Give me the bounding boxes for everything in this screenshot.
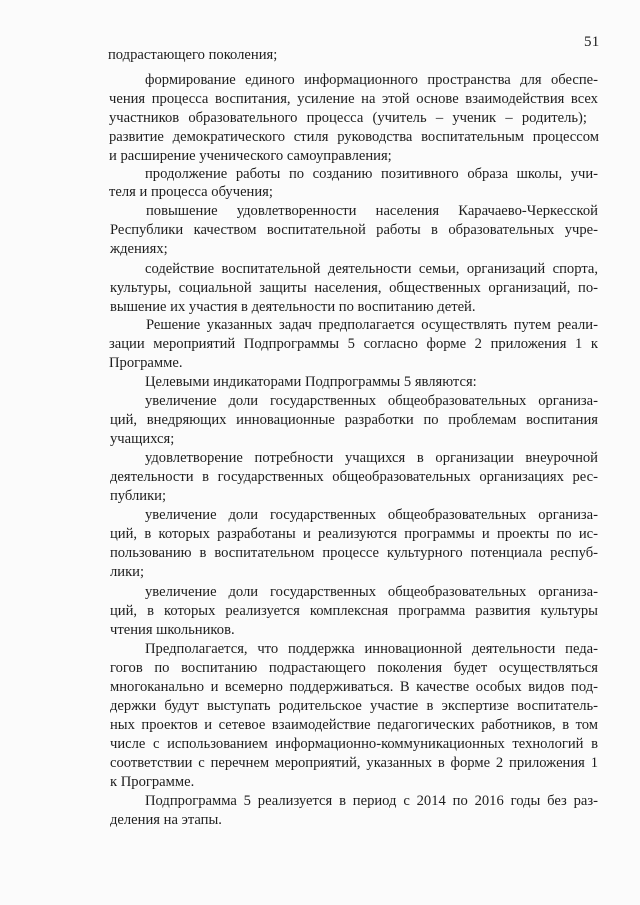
text-line: участников образовательного процесса (учитель – ученик – родитель); xyxy=(109,110,587,126)
text-line: увеличение доли государственных общеобразовательных организа- xyxy=(145,393,598,409)
text-line: теля и процесса обучения; xyxy=(109,184,273,200)
text-line: к Программе. xyxy=(110,774,195,790)
text-line: ций, в которых разработаны и реализуются программы и проекты по ис- xyxy=(110,526,598,542)
text-line: пользованию в воспитательном процессе культурного потенциала респуб- xyxy=(110,545,598,561)
text-line: Республики качеством воспитательной работы в образовательных учре- xyxy=(110,222,598,238)
text-line: деятельности в государственных общеобразовательных организациях рес- xyxy=(110,469,598,485)
text-line: подрастающего поколения; xyxy=(108,47,278,63)
text-line: Программе. xyxy=(109,355,183,371)
text-line: многоканально и всемерно поддерживаться. В качестве особых видов под- xyxy=(110,679,599,695)
text-line: ций, внедряющих инновационные разработки по проблемам воспитания xyxy=(110,412,598,428)
text-line: гогов по воспитанию подрастающего поколения будет осуществляться xyxy=(110,660,598,676)
text-line: Целевыми индикаторами Подпрограммы 5 являются: xyxy=(145,374,477,390)
text-line: зации мероприятий Подпрограммы 5 согласно форме 2 приложения 1 к xyxy=(109,336,598,352)
text-line: деления на этапы. xyxy=(110,812,222,828)
text-line: продолжение работы по созданию позитивного образа школы, учи- xyxy=(145,166,599,182)
text-line: ций, в которых реализуется комплексная программа развития культуры xyxy=(110,603,598,619)
text-line: чения процесса воспитания, усиление на этой основе взаимодействия всех xyxy=(109,91,598,107)
text-line: культуры, социальной защиты населения, общественных организаций, по- xyxy=(110,280,598,296)
page-number: 51 xyxy=(584,34,600,50)
text-line: увеличение доли государственных общеобразовательных организа- xyxy=(145,584,598,600)
text-line: удовлетворение потребности учащихся в организации внеурочной xyxy=(145,450,598,466)
text-line: формирование единого информационного пространства для обеспе- xyxy=(145,72,598,88)
text-line: и расширение ученического самоуправления; xyxy=(109,148,392,164)
text-line: ждениях; xyxy=(110,241,168,257)
text-line: держки будут выступать родительское участие в экспертизе воспитатель- xyxy=(110,698,598,714)
text-line: увеличение доли государственных общеобразовательных организа- xyxy=(145,507,598,523)
text-line: учащихся; xyxy=(110,431,175,447)
text-line: Подпрограмма 5 реализуется в период с 2014 по 2016 годы без раз- xyxy=(145,793,599,809)
text-line: ных проектов и сетевое взаимодействие педагогических работников, в том xyxy=(110,717,599,733)
text-line: чтения школьников. xyxy=(110,622,235,638)
text-line: повышение удовлетворенности населения Карачаево-Черкесской xyxy=(146,203,598,219)
text-line: вышение их участия в деятельности по воспитанию детей. xyxy=(110,299,476,315)
text-line: публики; xyxy=(110,488,167,504)
text-line: числе с использованием информационно-коммуникационных технологий в xyxy=(110,736,598,752)
text-line: развитие демократического стиля руководства воспитательным процессом xyxy=(109,129,600,145)
text-line: Решение указанных задач предполагается осуществлять путем реали- xyxy=(146,317,598,333)
text-line: лики; xyxy=(110,564,145,580)
text-line: Предполагается, что поддержка инновационной деятельности педа- xyxy=(145,641,599,657)
text-line: соответствии с перечнем мероприятий, указанных в форме 2 приложения 1 xyxy=(110,755,599,771)
text-line: содействие воспитательной деятельности семьи, организаций спорта, xyxy=(145,261,599,277)
